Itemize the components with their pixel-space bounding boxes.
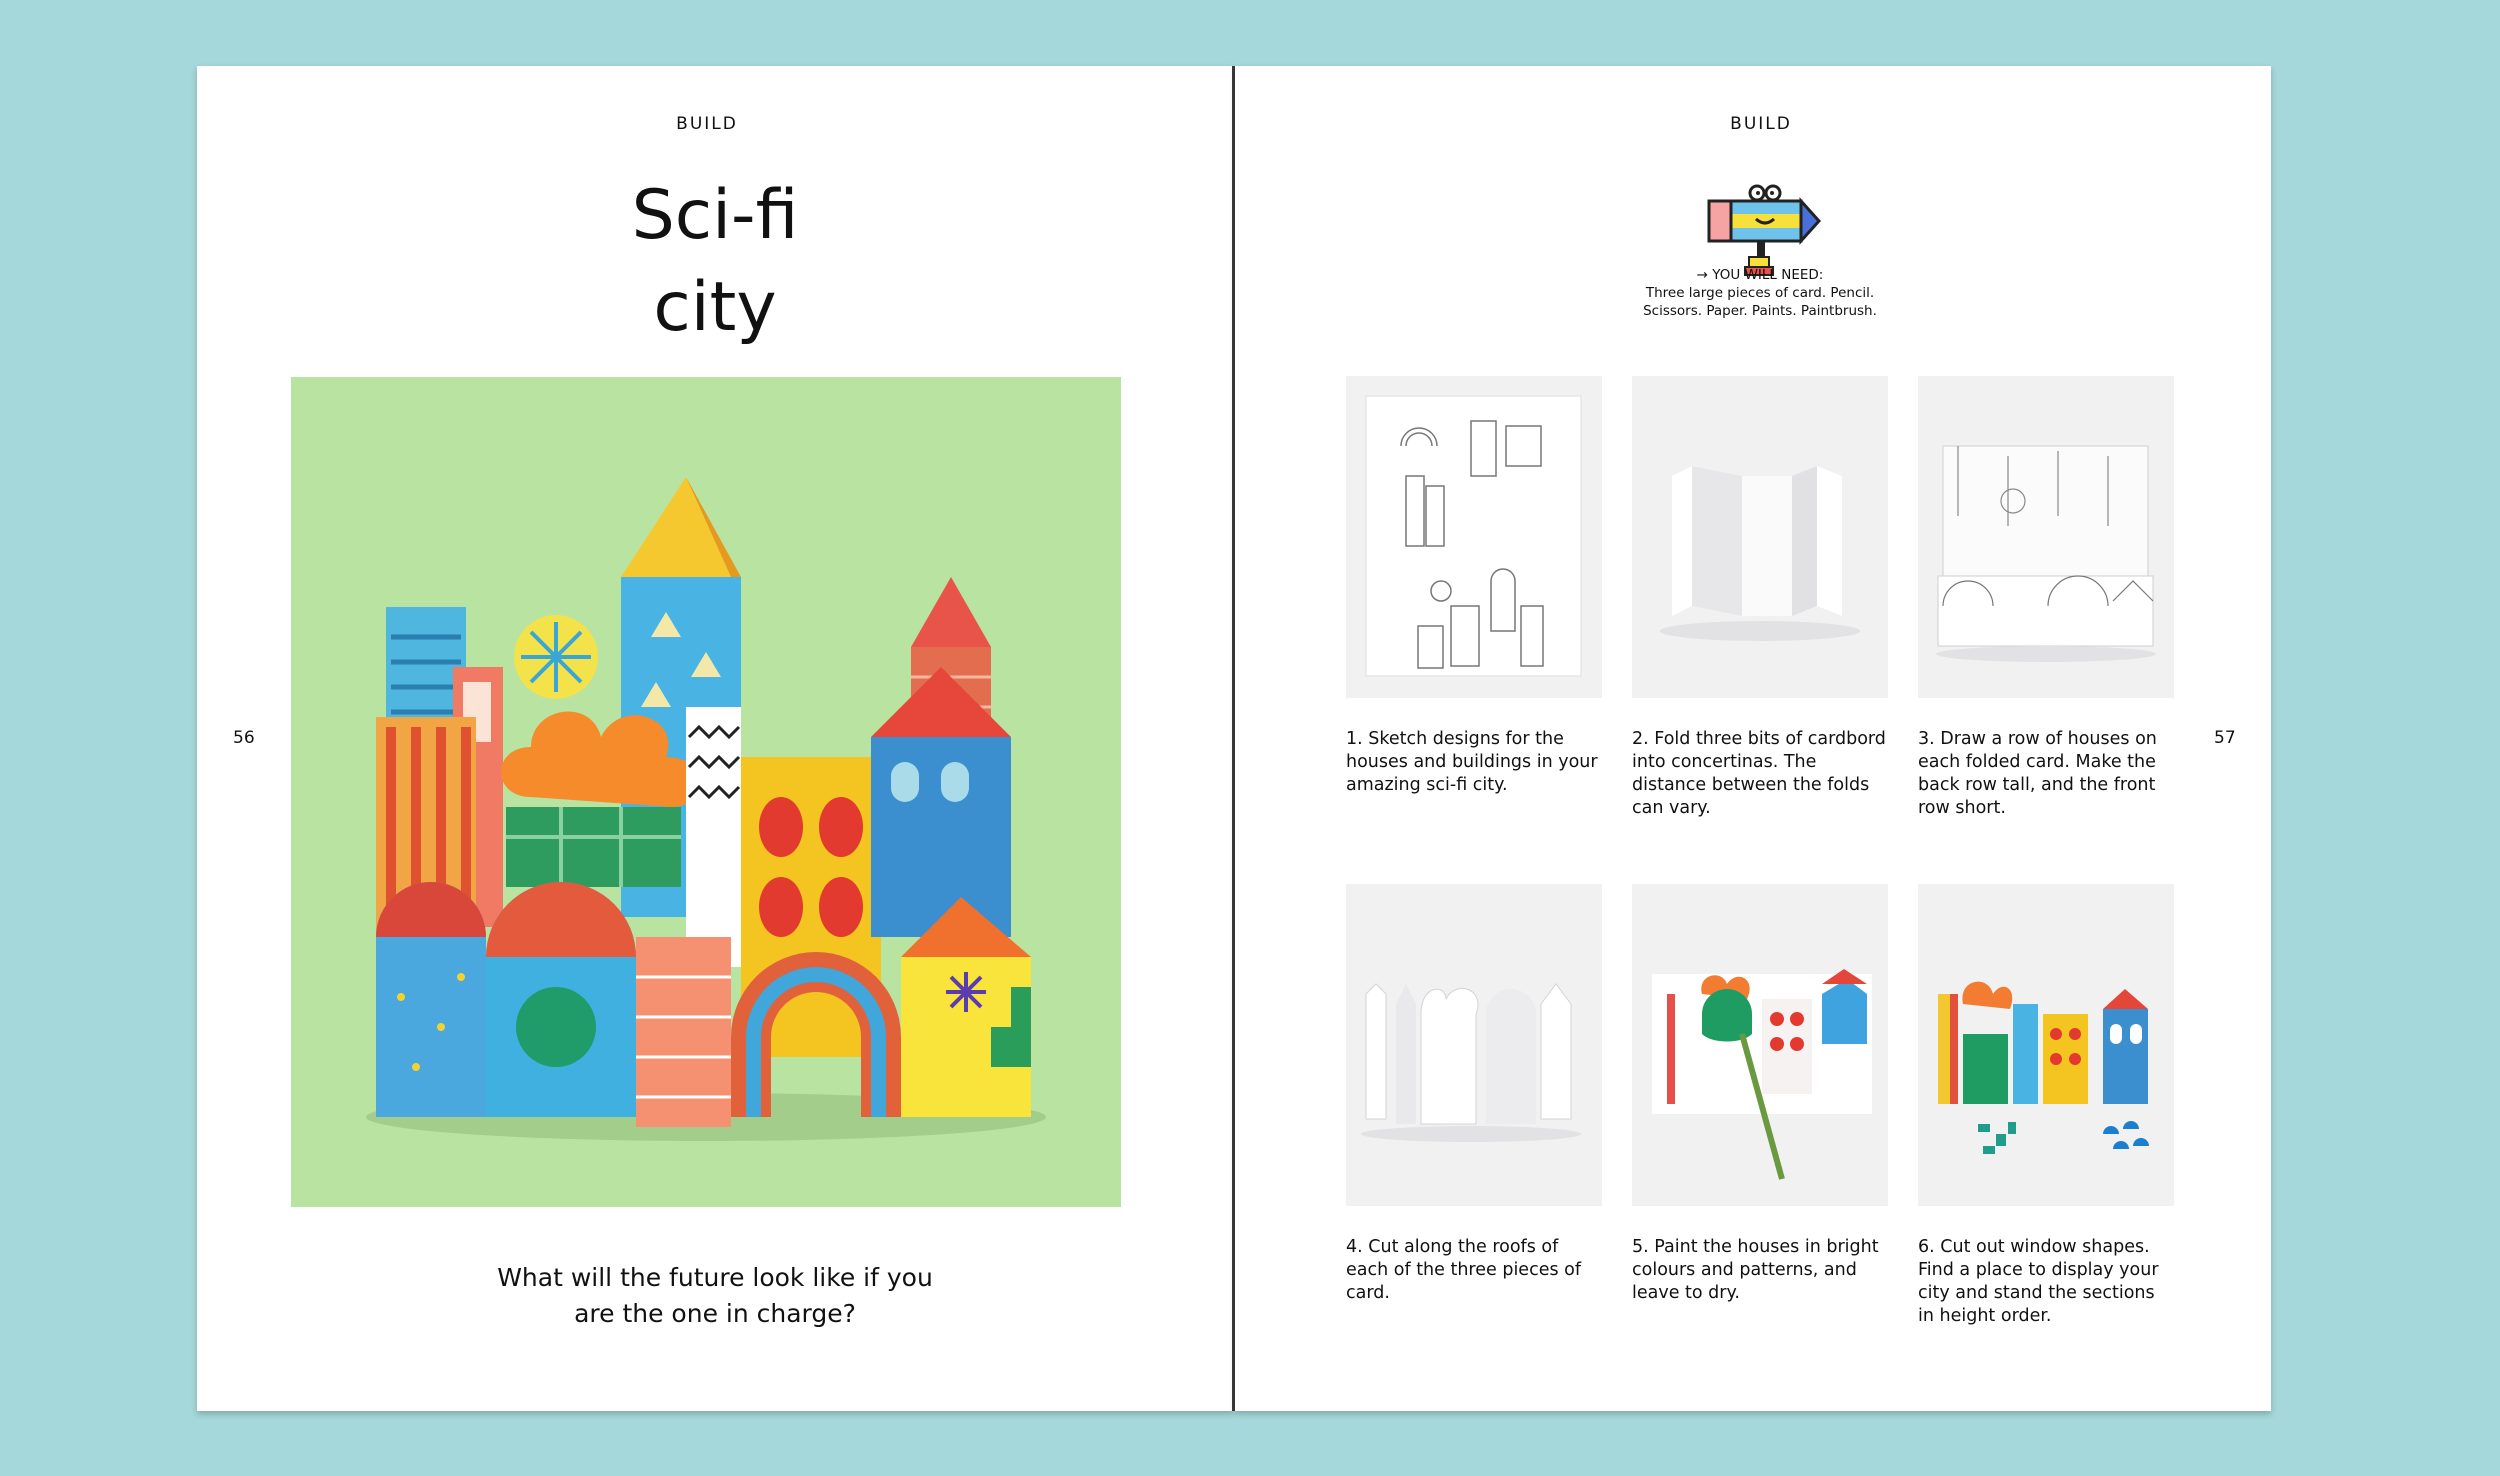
step-2-photo: [1632, 376, 1888, 698]
you-will-need-line-1: Three large pieces of card. Pencil.: [1645, 285, 1875, 301]
title-line-1: Sci-fi: [631, 176, 799, 255]
step-6-caption: 6. Cut out window shapes. Find a place to display your city and stand the sections in height order.: [1918, 1237, 2159, 1326]
page-number: 57: [2214, 728, 2236, 748]
step-4: [1346, 884, 1602, 1305]
section-label: BUILD: [1730, 114, 1792, 134]
hero-photo-paper-city: [291, 377, 1121, 1207]
step-4-photo: [1346, 884, 1602, 1206]
step-5: [1632, 884, 1888, 1305]
step-2-caption: 2. Fold three bits of cardbord into concertinas. The distance between the folds can vary.: [1632, 729, 1886, 818]
question-line-2: are the one in charge?: [574, 1299, 856, 1328]
intro-question: [415, 1260, 1015, 1332]
section-label: BUILD: [676, 114, 738, 134]
right-page: [1235, 66, 2271, 1411]
step-4-caption: 4. Cut along the roofs of each of the three pieces of card.: [1346, 1237, 1582, 1303]
you-will-need-line-2: Scissors. Paper. Paints. Paintbrush.: [1643, 303, 1877, 319]
page-number: 56: [233, 728, 255, 748]
step-5-caption: 5. Paint the houses in bright colours and patterns, and leave to dry.: [1632, 1237, 1879, 1303]
page-title: [415, 170, 1015, 354]
step-3: [1918, 376, 2174, 820]
step-1: [1346, 376, 1602, 797]
step-6: [1918, 884, 2174, 1328]
question-line-1: What will the future look like if you: [497, 1263, 933, 1292]
you-will-need-box: [1575, 266, 1945, 320]
left-page: [197, 66, 1233, 1411]
step-3-caption: 3. Draw a row of houses on each folded card. Make the back row tall, and the front row short.: [1918, 729, 2157, 818]
step-5-photo: [1632, 884, 1888, 1206]
step-6-photo: [1918, 884, 2174, 1206]
step-1-caption: 1. Sketch designs for the houses and buildings in your amazing sci-fi city.: [1346, 729, 1598, 795]
step-1-photo: [1346, 376, 1602, 698]
step-3-photo: [1918, 376, 2174, 698]
paper-city-illustration: [291, 377, 1121, 1207]
step-2: [1632, 376, 1888, 820]
title-line-2: city: [653, 268, 777, 347]
you-will-need-heading: → YOU WILL NEED:: [1696, 267, 1824, 283]
